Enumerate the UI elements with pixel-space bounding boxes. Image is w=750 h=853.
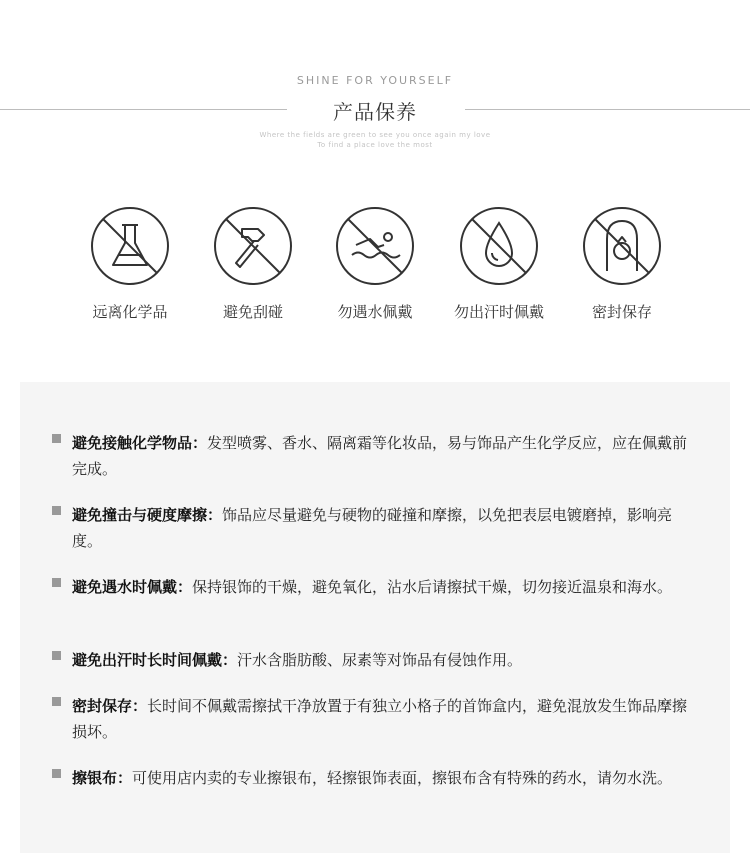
icon-label: 密封保存 (591, 303, 652, 321)
icon-label: 避免刮碰 (222, 303, 283, 321)
care-item (52, 647, 702, 673)
care-header (0, 0, 750, 160)
care-item (52, 693, 702, 745)
bullet-icon (52, 578, 61, 587)
no-impact-icon (212, 205, 294, 287)
icon-item-storage (557, 205, 687, 322)
no-sweat-icon (458, 205, 540, 287)
no-chemicals-icon (89, 205, 171, 287)
bullet-icon (52, 769, 61, 778)
bullet-icon (52, 506, 61, 515)
care-icons-row (0, 205, 750, 335)
care-item-text: 保持银饰的干燥，避免氧化，沾水后请擦拭干燥，切勿接近温泉和海水。 (192, 578, 673, 596)
subline-2: To find a place love the most (317, 141, 433, 149)
page-title: 产品保养 (333, 100, 417, 124)
care-item-title: 避免出汗时长时间佩戴： (72, 651, 238, 669)
care-item-title: 擦银布： (72, 769, 133, 787)
care-item-title: 避免撞击与硬度摩擦： (72, 506, 223, 524)
icon-label: 远离化学品 (92, 303, 168, 321)
care-item-title: 密封保存： (72, 697, 148, 715)
icon-item-impact (188, 205, 318, 322)
care-item-text: 长时间不佩戴需擦拭干净放置于有独立小格子的首饰盒内，避免混放发生饰品摩擦损坏。 (72, 697, 688, 741)
tagline: SHINE FOR YOURSELF (296, 74, 454, 87)
bullet-icon (52, 697, 61, 706)
care-item-title: 避免接触化学物品： (72, 434, 208, 452)
icon-label: 勿出汗时佩戴 (453, 303, 544, 321)
icon-item-chemicals (65, 205, 195, 322)
care-item-text: 饰品应尽量避免与硬物的碰撞和摩擦，以免把表层电镀磨掉，影响亮度。 (72, 506, 673, 550)
subline-1: Where the fields are green to see you once again my love (259, 131, 491, 139)
bullet-icon (52, 651, 61, 660)
care-item (52, 765, 702, 791)
care-item-text: 可使用店内卖的专业擦银布，轻擦银饰表面，擦银布含有特殊的药水，请勿水洗。 (132, 769, 673, 787)
care-item-title: 避免遇水时佩戴： (72, 578, 193, 596)
care-item (52, 430, 702, 482)
no-water-icon (334, 205, 416, 287)
care-tips-panel (20, 382, 730, 853)
sealed-storage-icon (581, 205, 663, 287)
care-item-text: 汗水含脂肪酸、尿素等对饰品有侵蚀作用。 (237, 651, 523, 669)
care-item (52, 574, 702, 600)
divider-right (465, 109, 750, 110)
icon-item-water (310, 205, 440, 322)
icon-item-sweat (434, 205, 564, 322)
care-item (52, 502, 702, 554)
bullet-icon (52, 434, 61, 443)
care-item-text: 发型喷雾、香水、隔离霜等化妆品，易与饰品产生化学反应，应在佩戴前完成。 (72, 434, 688, 478)
icon-label: 勿遇水佩戴 (337, 303, 413, 321)
